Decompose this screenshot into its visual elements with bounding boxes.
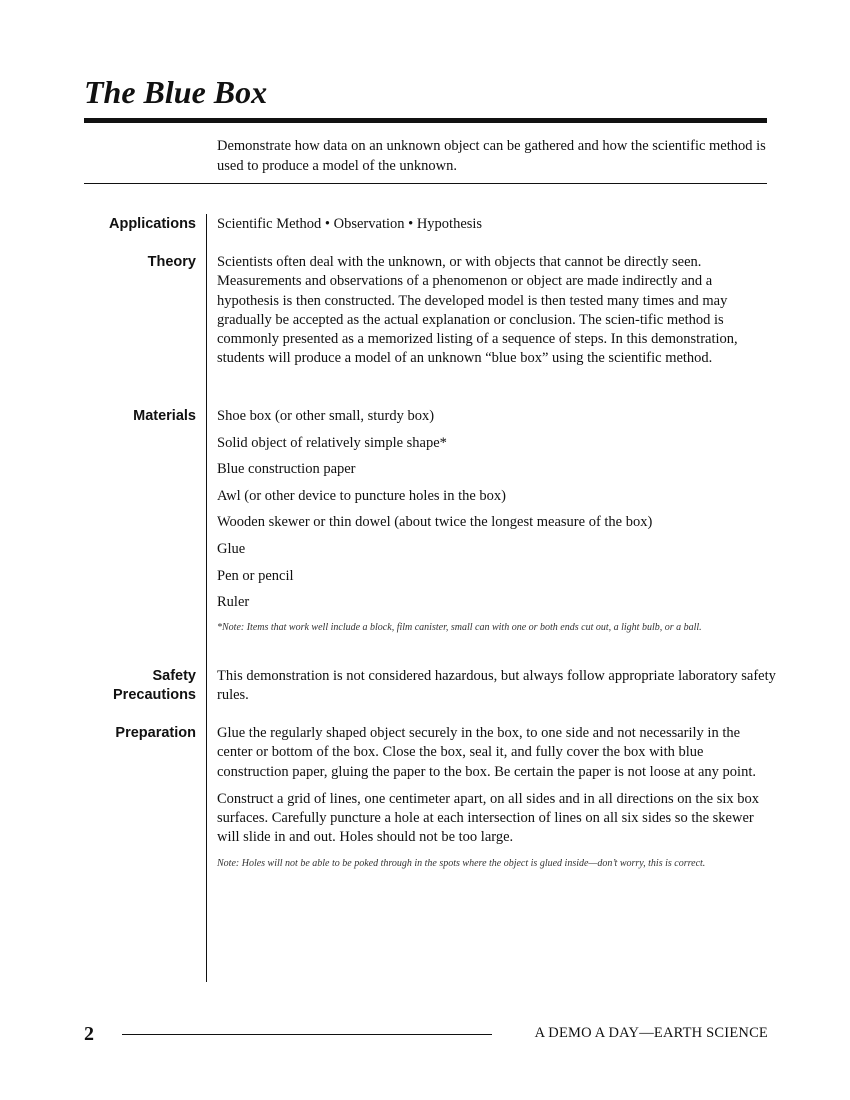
running-title: A DEMO A DAY—EARTH SCIENCE	[534, 1025, 768, 1041]
list-item: Shoe box (or other small, sturdy box)	[217, 408, 435, 424]
theory-label: Theory	[147, 254, 196, 270]
theory-text: Scientists often deal with the unknown, or with objects that cannot be directly seen. Measurements and observations of a phenomenon or object are made indirectly and a hypothesis is then constructed. The developed model is then tested many times and may gradually be accepted as the actual explanation or conclusion. The scien-tific method is commonly presented as a memorized listing of a sequence of steps. In this demonstration, students will produce a model of an unknown “blue box” using the scientific method.	[217, 254, 738, 367]
list-item: Wooden skewer or thin dowel (about twice the longest measure of the box)	[217, 514, 653, 531]
intro-text: Demonstrate how data on an unknown object can be gathered and how the scientific method is used to produce a model of the unknown.	[217, 138, 766, 174]
preparation-text	[217, 724, 777, 880]
materials-note: *Note: Items that work well include a block, film canister, small can with one or both ends cut out, a light bulb, or a ball.	[217, 621, 702, 633]
materials-list	[217, 407, 777, 644]
list-item: Blue construction paper	[217, 461, 356, 478]
list-item: Solid object of relatively simple shape*	[217, 434, 447, 451]
applications-text: Scientific Method • Observation • Hypothesis	[217, 216, 483, 232]
list-item: Ruler	[217, 594, 250, 611]
materials-label: Materials	[133, 408, 196, 424]
preparation-label: Preparation	[115, 725, 196, 741]
list-item: Awl (or other device to puncture holes in the box)	[217, 487, 506, 504]
label-column-divider	[206, 214, 207, 982]
preparation-paragraph: Glue the regularly shaped object securely in the box, to one side and not necessarily in the center or bottom of the box. Close the box, seal it, and fully cover the box with blue construction paper, gluing the paper to the box. Be certain the paper is not loose at any point.	[217, 725, 756, 780]
title-rule	[84, 118, 767, 123]
safety-label-line2: Precautions	[113, 687, 196, 703]
intro-divider	[84, 183, 767, 184]
safety-text: This demonstration is not considered hazardous, but always follow appropriate laboratory safety rules.	[217, 668, 776, 704]
page-title: The Blue Box	[84, 74, 268, 110]
preparation-paragraph: Construct a grid of lines, one centimeter apart, on all sides and in all directions on the six box surfaces. Carefully puncture a hole at each intersection of lines on all six sides so the skewer will slide in and out. Holes should not be too large.	[217, 790, 760, 846]
applications-label: Applications	[108, 216, 196, 232]
footer-rule	[122, 1034, 492, 1035]
preparation-note: Note: Holes will not be able to be poked through in the spots where the object is glued inside—don’t worry, this is correct.	[217, 857, 706, 869]
list-item: Glue	[217, 540, 246, 557]
page-number: 2	[84, 1023, 94, 1045]
safety-label-line1: Safety	[152, 668, 196, 684]
safety-label	[76, 667, 196, 705]
list-item: Pen or pencil	[217, 567, 294, 584]
